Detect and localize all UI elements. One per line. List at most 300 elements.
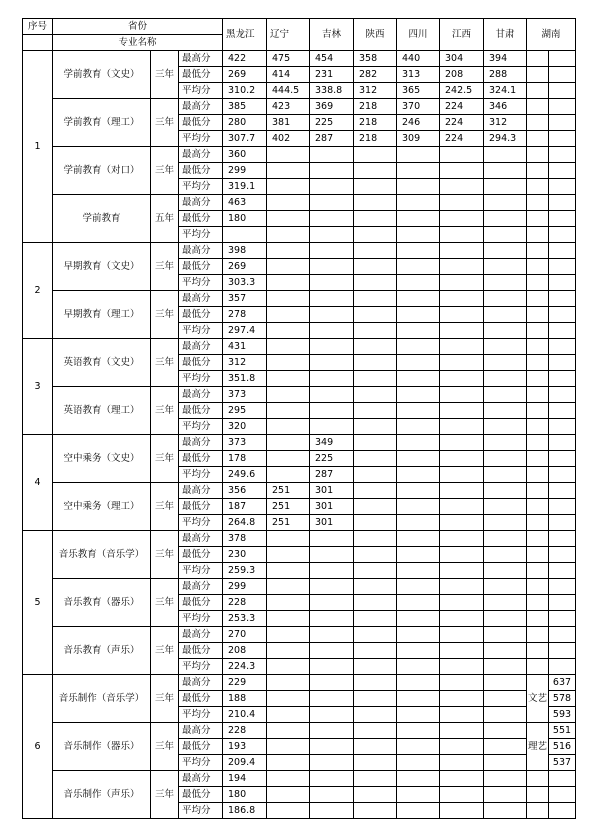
score-cell	[484, 659, 527, 675]
score-cell: 253.3	[223, 611, 267, 627]
hunan-blank-cell	[549, 179, 576, 195]
hunan-blank-cell	[527, 803, 549, 819]
score-cell	[397, 595, 440, 611]
score-cell	[354, 723, 397, 739]
score-cell: 287	[310, 467, 354, 483]
hunan-blank-cell	[549, 451, 576, 467]
major-name: 学前教育（理工）	[53, 99, 151, 147]
score-cell	[440, 643, 484, 659]
max-label: 最高分	[179, 291, 223, 307]
score-cell	[397, 371, 440, 387]
score-cell	[440, 515, 484, 531]
group-number: 2	[23, 243, 53, 339]
score-cell	[310, 275, 354, 291]
score-cell	[440, 691, 484, 707]
score-cell	[397, 163, 440, 179]
hunan-blank-cell	[549, 99, 576, 115]
group-number: 3	[23, 339, 53, 435]
hunan-blank-cell	[549, 147, 576, 163]
hunan-blank-cell	[527, 323, 549, 339]
hunan-score-cell: 593	[549, 707, 576, 723]
score-cell	[267, 227, 310, 243]
score-cell: 251	[267, 499, 310, 515]
score-cell	[310, 259, 354, 275]
hunan-blank-cell	[549, 531, 576, 547]
score-cell	[354, 355, 397, 371]
min-label: 最低分	[179, 499, 223, 515]
score-cell	[354, 435, 397, 451]
min-label: 最低分	[179, 355, 223, 371]
score-cell	[267, 803, 310, 819]
score-cell	[484, 227, 527, 243]
score-cell	[354, 771, 397, 787]
score-cell	[397, 451, 440, 467]
score-cell	[440, 211, 484, 227]
score-cell: 186.8	[223, 803, 267, 819]
score-cell: 249.6	[223, 467, 267, 483]
score-cell	[267, 771, 310, 787]
score-cell	[440, 275, 484, 291]
score-cell	[397, 419, 440, 435]
score-cell: 294.3	[484, 131, 527, 147]
score-cell: 309	[397, 131, 440, 147]
score-cell	[310, 755, 354, 771]
table-row	[23, 51, 576, 67]
score-cell	[310, 419, 354, 435]
min-label: 最低分	[179, 691, 223, 707]
hunan-blank-cell	[527, 419, 549, 435]
hunan-blank-cell	[527, 131, 549, 147]
score-cell: 194	[223, 771, 267, 787]
table-row	[23, 99, 576, 115]
major-name: 音乐教育（器乐）	[53, 579, 151, 627]
min-label: 最低分	[179, 115, 223, 131]
study-years: 三年	[151, 627, 179, 675]
score-cell: 357	[223, 291, 267, 307]
min-label: 最低分	[179, 67, 223, 83]
score-cell	[397, 323, 440, 339]
score-cell	[267, 707, 310, 723]
score-cell	[267, 723, 310, 739]
hunan-blank-cell	[527, 643, 549, 659]
score-cell	[310, 611, 354, 627]
avg-label: 平均分	[179, 419, 223, 435]
score-cell	[440, 563, 484, 579]
score-cell: 229	[223, 675, 267, 691]
score-cell: 320	[223, 419, 267, 435]
score-cell	[267, 355, 310, 371]
hunan-blank-cell	[549, 435, 576, 451]
score-cell	[310, 371, 354, 387]
score-cell: 269	[223, 67, 267, 83]
score-cell	[267, 659, 310, 675]
study-years: 三年	[151, 531, 179, 579]
score-cell	[310, 595, 354, 611]
score-cell: 210.4	[223, 707, 267, 723]
hunan-blank-cell	[527, 67, 549, 83]
score-cell	[354, 627, 397, 643]
table-row	[23, 195, 576, 211]
hunan-blank-cell	[549, 547, 576, 563]
hunan-blank-cell	[527, 531, 549, 547]
score-cell	[397, 611, 440, 627]
score-cell: 394	[484, 51, 527, 67]
score-cell	[267, 691, 310, 707]
score-cell	[484, 755, 527, 771]
score-cell: 378	[223, 531, 267, 547]
score-cell: 440	[397, 51, 440, 67]
score-cell	[397, 499, 440, 515]
major-name: 空中乘务（文史）	[53, 435, 151, 483]
score-cell: 178	[223, 451, 267, 467]
score-cell: 242.5	[440, 83, 484, 99]
score-cell	[354, 707, 397, 723]
study-years: 三年	[151, 339, 179, 387]
hunan-blank-cell	[549, 803, 576, 819]
score-cell	[310, 707, 354, 723]
score-cell	[440, 451, 484, 467]
min-label: 最低分	[179, 787, 223, 803]
score-cell: 312	[354, 83, 397, 99]
score-cell	[397, 195, 440, 211]
score-cell	[440, 435, 484, 451]
score-cell	[223, 227, 267, 243]
major-name: 音乐制作（音乐学）	[53, 675, 151, 723]
hunan-blank-cell	[527, 147, 549, 163]
hunan-blank-cell	[527, 307, 549, 323]
score-cell	[397, 307, 440, 323]
score-cell	[484, 147, 527, 163]
score-cell: 356	[223, 483, 267, 499]
min-label: 最低分	[179, 739, 223, 755]
score-cell	[397, 691, 440, 707]
score-cell	[354, 579, 397, 595]
score-cell	[310, 563, 354, 579]
study-years: 三年	[151, 771, 179, 819]
major-name: 音乐教育（音乐学）	[53, 531, 151, 579]
province-hunan: 湖南	[527, 19, 576, 51]
score-cell	[484, 691, 527, 707]
major-name: 学前教育（对口）	[53, 147, 151, 195]
score-cell	[397, 547, 440, 563]
score-cell	[354, 339, 397, 355]
score-cell	[267, 739, 310, 755]
score-cell: 373	[223, 387, 267, 403]
score-cell	[267, 291, 310, 307]
hunan-blank-cell	[549, 771, 576, 787]
score-cell	[440, 163, 484, 179]
max-label: 最高分	[179, 243, 223, 259]
score-cell: 303.3	[223, 275, 267, 291]
max-label: 最高分	[179, 339, 223, 355]
avg-label: 平均分	[179, 323, 223, 339]
score-cell: 225	[310, 451, 354, 467]
table-row	[23, 627, 576, 643]
major-name: 空中乘务（理工）	[53, 483, 151, 531]
score-cell: 423	[267, 99, 310, 115]
score-cell	[267, 675, 310, 691]
score-cell	[354, 163, 397, 179]
score-cell	[440, 595, 484, 611]
hunan-blank-cell	[549, 355, 576, 371]
hunan-blank-cell	[527, 211, 549, 227]
avg-label: 平均分	[179, 179, 223, 195]
avg-label: 平均分	[179, 563, 223, 579]
score-cell: 301	[310, 499, 354, 515]
score-cell	[397, 259, 440, 275]
score-cell: 301	[310, 515, 354, 531]
score-cell	[354, 387, 397, 403]
score-cell: 251	[267, 483, 310, 499]
score-cell	[267, 179, 310, 195]
hunan-blank-cell	[527, 51, 549, 67]
avg-label: 平均分	[179, 227, 223, 243]
score-cell	[397, 627, 440, 643]
score-cell	[354, 371, 397, 387]
hunan-blank-cell	[549, 195, 576, 211]
hunan-blank-cell	[549, 467, 576, 483]
score-cell	[354, 515, 397, 531]
major-name: 音乐制作（器乐）	[53, 723, 151, 771]
hunan-blank-cell	[549, 483, 576, 499]
study-years: 三年	[151, 51, 179, 99]
hunan-blank-cell	[549, 323, 576, 339]
score-cell	[310, 691, 354, 707]
score-cell	[397, 579, 440, 595]
max-label: 最高分	[179, 99, 223, 115]
score-cell	[484, 163, 527, 179]
score-cell: 301	[310, 483, 354, 499]
hunan-blank-cell	[549, 515, 576, 531]
score-cell	[354, 467, 397, 483]
score-cell	[484, 595, 527, 611]
province-jilin: 吉林	[310, 19, 354, 51]
score-cell	[267, 419, 310, 435]
score-cell	[310, 531, 354, 547]
score-cell	[310, 195, 354, 211]
avg-label: 平均分	[179, 803, 223, 819]
score-cell	[440, 147, 484, 163]
table-row	[23, 291, 576, 307]
min-label: 最低分	[179, 547, 223, 563]
avg-label: 平均分	[179, 131, 223, 147]
hunan-score-cell: 516	[549, 739, 576, 755]
score-cell: 218	[354, 115, 397, 131]
max-label: 最高分	[179, 627, 223, 643]
score-cell: 295	[223, 403, 267, 419]
hunan-blank-cell	[549, 611, 576, 627]
score-cell	[267, 339, 310, 355]
max-label: 最高分	[179, 435, 223, 451]
score-cell	[267, 195, 310, 211]
score-cell	[440, 259, 484, 275]
table-body	[23, 19, 576, 819]
avg-label: 平均分	[179, 275, 223, 291]
score-cell: 370	[397, 99, 440, 115]
score-cell: 324.1	[484, 83, 527, 99]
score-cell	[440, 419, 484, 435]
max-label: 最高分	[179, 579, 223, 595]
score-cell	[440, 531, 484, 547]
score-cell: 246	[397, 115, 440, 131]
hunan-blank-cell	[527, 787, 549, 803]
hunan-blank-cell	[549, 787, 576, 803]
hunan-blank-cell	[549, 659, 576, 675]
score-cell	[440, 723, 484, 739]
score-cell: 398	[223, 243, 267, 259]
score-cell	[440, 771, 484, 787]
score-cell: 307.7	[223, 131, 267, 147]
hunan-blank-cell	[527, 243, 549, 259]
score-cell	[354, 179, 397, 195]
score-cell: 282	[354, 67, 397, 83]
major-name: 英语教育（文史）	[53, 339, 151, 387]
score-cell: 463	[223, 195, 267, 211]
score-cell	[484, 515, 527, 531]
score-cell: 304	[440, 51, 484, 67]
score-cell	[440, 787, 484, 803]
score-cell: 270	[223, 627, 267, 643]
study-years: 三年	[151, 147, 179, 195]
score-cell	[484, 403, 527, 419]
score-cell: 475	[267, 51, 310, 67]
score-cell: 365	[397, 83, 440, 99]
score-cell	[397, 563, 440, 579]
score-cell: 180	[223, 211, 267, 227]
score-cell	[354, 675, 397, 691]
hunan-blank-cell	[527, 547, 549, 563]
hunan-blank-cell	[527, 179, 549, 195]
score-cell	[267, 787, 310, 803]
score-cell: 319.1	[223, 179, 267, 195]
province-heilongjiang: 黑龙江	[223, 19, 267, 51]
hunan-blank-cell	[527, 595, 549, 611]
score-cell	[310, 723, 354, 739]
min-label: 最低分	[179, 595, 223, 611]
score-cell	[267, 595, 310, 611]
score-cell: 187	[223, 499, 267, 515]
score-cell	[484, 787, 527, 803]
hunan-blank-cell	[527, 403, 549, 419]
hunan-blank-cell	[527, 99, 549, 115]
score-cell	[354, 275, 397, 291]
min-label: 最低分	[179, 163, 223, 179]
hunan-blank-cell	[527, 275, 549, 291]
max-label: 最高分	[179, 147, 223, 163]
score-cell	[484, 243, 527, 259]
score-cell: 310.2	[223, 83, 267, 99]
max-label: 最高分	[179, 771, 223, 787]
score-cell	[267, 387, 310, 403]
score-cell	[354, 147, 397, 163]
score-cell	[484, 675, 527, 691]
hunan-blank-cell	[527, 467, 549, 483]
hunan-blank-cell	[527, 291, 549, 307]
hunan-blank-cell	[527, 563, 549, 579]
score-cell	[354, 755, 397, 771]
table-row	[23, 675, 576, 691]
hunan-blank-cell	[527, 355, 549, 371]
score-cell	[484, 499, 527, 515]
score-cell	[267, 243, 310, 259]
table-row	[23, 147, 576, 163]
score-cell	[310, 291, 354, 307]
score-cell	[440, 707, 484, 723]
avg-label: 平均分	[179, 755, 223, 771]
score-cell	[397, 483, 440, 499]
score-cell	[484, 419, 527, 435]
score-cell: 188	[223, 691, 267, 707]
hunan-blank-cell	[527, 83, 549, 99]
score-cell	[310, 355, 354, 371]
hunan-blank-cell	[527, 339, 549, 355]
hunan-blank-cell	[549, 243, 576, 259]
score-cell	[440, 179, 484, 195]
score-cell	[310, 323, 354, 339]
score-cell	[397, 355, 440, 371]
score-cell: 280	[223, 115, 267, 131]
score-cell	[310, 771, 354, 787]
hunan-blank-cell	[549, 643, 576, 659]
table-row	[23, 723, 576, 739]
score-cell	[397, 179, 440, 195]
hunan-blank-cell	[549, 115, 576, 131]
score-cell: 269	[223, 259, 267, 275]
major-name: 学前教育	[53, 195, 151, 243]
score-cell	[397, 659, 440, 675]
score-cell	[484, 723, 527, 739]
score-cell	[397, 211, 440, 227]
score-cell	[267, 547, 310, 563]
score-cell	[354, 611, 397, 627]
score-cell	[354, 803, 397, 819]
score-cell	[484, 387, 527, 403]
score-cell	[310, 243, 354, 259]
hunan-arts-label: 文艺	[527, 675, 549, 723]
score-cell	[397, 515, 440, 531]
study-years: 三年	[151, 675, 179, 723]
hunan-blank-cell	[549, 627, 576, 643]
score-cell: 218	[354, 131, 397, 147]
score-cell	[484, 451, 527, 467]
score-cell	[397, 403, 440, 419]
score-cell	[397, 803, 440, 819]
score-cell	[397, 787, 440, 803]
score-cell	[397, 435, 440, 451]
score-cell: 312	[484, 115, 527, 131]
score-cell	[354, 483, 397, 499]
score-cell	[397, 723, 440, 739]
admission-score-table	[22, 18, 576, 819]
major-name: 学前教育（文史）	[53, 51, 151, 99]
score-cell	[354, 227, 397, 243]
score-cell	[440, 611, 484, 627]
score-cell	[484, 547, 527, 563]
score-cell	[484, 339, 527, 355]
hunan-blank-cell	[527, 387, 549, 403]
province-shaanxi: 陕西	[354, 19, 397, 51]
hunan-blank-cell	[527, 579, 549, 595]
score-cell	[354, 547, 397, 563]
study-years: 五年	[151, 195, 179, 243]
score-cell	[267, 643, 310, 659]
score-cell	[397, 291, 440, 307]
score-cell	[397, 739, 440, 755]
avg-label: 平均分	[179, 659, 223, 675]
score-cell: 208	[223, 643, 267, 659]
score-cell	[354, 307, 397, 323]
score-cell	[267, 323, 310, 339]
